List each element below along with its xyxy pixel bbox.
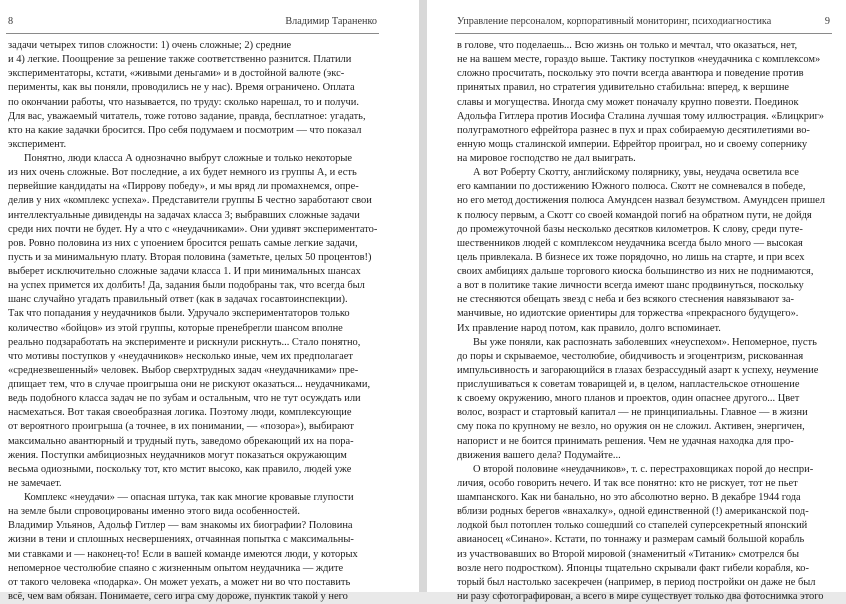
text-line: сложно просчитать, поскольку это почти всегда авантюра и поведение против (457, 68, 804, 80)
text-line: ров. Ровно половина из них с упоением бросится решать самые легкие задачи, (8, 237, 358, 249)
text-line: не стесняются обещать звезд с неба и без всякого стеснения навязывают за- (457, 294, 795, 306)
text-line: торый был настолько засекречен (например, в период постройки он даже не был (457, 576, 816, 588)
text-line: принятых правил, но стратегия удивительно стабильна: вперед, к вершине (457, 82, 790, 94)
text-line: весьма одиозными, поскольку тот, кто мстит высоко, как правило, людей уже (8, 463, 352, 475)
text-line: от вероятного проигрыша (а точнее, в их понимании, — «позора»), выбирают (8, 421, 354, 433)
text-line: Для вас, уважаемый читатель, тоже готово задание, правда, бесплатное: угадать, (8, 110, 366, 122)
right-header-rule (455, 33, 832, 34)
text-line: шампанского. Как ни банально, но это абсолютно верно. В декабре 1944 года (457, 492, 801, 503)
right-header-title: Управление персоналом, корпоративный мониторинг, психодиагностика (457, 16, 772, 27)
text-line: делив у них «комплекс успеха». Представители группы Б честно заработают свои (8, 195, 372, 207)
text-line: перименты, как вы поняли, проводились не у нас). Время ограничено. Оплата (8, 82, 355, 94)
text-line: возле него подростком). Японцы тщательно скрывали факт гибели корабля, ко- (457, 562, 809, 574)
text-line: реально подзаработать на эксперименте и рискнули рискнуть... Стало понятно, (8, 336, 361, 348)
text-line: эксперимент. (8, 138, 67, 150)
text-line: выберет исключительно сложные задачи класса 1. И при минимальных шансах (8, 266, 361, 277)
text-line: полуграмотного ефрейтора разнес в пух и прах собираемую десятилетиями во- (457, 124, 810, 136)
text-line: к полюсу первым, а Скотт со своей командой погиб на обратном пути, не дойдя (457, 209, 812, 221)
text-line: что мотивы поступков у «неудачников» несколько иные, чем их предполагает (8, 350, 353, 362)
text-line: его кампании по достижению Южного полюса. Скотт не сомневался в победе, (457, 181, 806, 193)
text-line: личия, особо говорить нечего. И так все понятно: кто не рискует, тот не пьет (457, 477, 798, 489)
text-line: до промежуточной базы несколько десятков километров. К слову, среди путе- (457, 223, 803, 235)
text-line: не на вашем месте, гораздо выше. Тактику поступков «неудачника с комплексом» (457, 54, 821, 66)
text-line: насмехаться. Вот такая своеобразная логика. Поэтому люди, комплексующие (8, 407, 352, 419)
left-page (0, 0, 419, 602)
text-line: Их правление народ потом, как правило, долго вспоминает. (457, 322, 721, 334)
text-line: лодкой был потоплен только сошедший со стапелей суперсекретный японский (457, 520, 808, 532)
right-body-text (457, 39, 835, 604)
text-line: от такого человека «подарка». Он может уехать, а может ни во что поставить (8, 576, 351, 588)
text-line: всё, чем вам обязан. Понимаете, сего игра сму дороже, пунктик такой у него (8, 590, 348, 602)
text-line: на мировое господство не дал выиграть. (457, 153, 636, 164)
text-line: Так что попадания у неудачников были. Удручало экспериментаторов только (8, 308, 350, 320)
right-page (427, 0, 846, 602)
text-line: «среднезвешенный» человек. Выбор сверхтрудных задач «неудачниками» пре- (8, 364, 359, 376)
text-line: напорист и не боится принимать решения. Чем не удачная находка для про- (457, 435, 794, 447)
text-line: вблизи родных берегов «внахалку», одной единственной (!) американской под- (457, 506, 809, 518)
text-line: Комплекс «неудачи» — опасная штука, так как многие кровавые глупости (24, 492, 354, 503)
text-line: енную мощь сталинской империи. Ефрейтор проиграл, но и своему сопернику (457, 138, 808, 150)
text-line: волос, возраст и стартовый капитал — не принципиальны. Главное — в жизни (457, 407, 808, 419)
text-line: по окончании работы, что называется, по труду: сколько нарешал, то и получи. (8, 96, 359, 108)
text-line: ни разу сфотографирован, а всего в мире существует только два фотоснимка этого (457, 590, 824, 602)
text-line: непомерное честолюбие спаяно с жизненным опытом неудачника — ждите (8, 562, 344, 574)
right-page-number: 9 (824, 16, 830, 27)
text-line: Владимир Ульянов, Адольф Гитлер — вам знакомы их биографии? Половина (8, 520, 353, 532)
text-line: задачи четырех типов сложности: 1) очень сложные; 2) средние (8, 40, 292, 51)
text-line: ми ставками и — наконец-то! Если в вашей команде имеются люди, у которых (8, 548, 358, 560)
left-running-header (8, 16, 377, 30)
text-line: дпищает тем, что в случае проигрыша они не рискуют оказаться... неудачниками, (8, 379, 371, 390)
text-line: жизни в тени и сплошных несвершениях, отчаянная попытка с максимальны- (8, 534, 354, 546)
text-line: сму пока по крупному не везло, но оружия он не сложил. Активен, энергичен, (457, 421, 805, 433)
text-line: Адольфа Гитлера против Иосифа Сталина лучшая тому иллюстрация. «Блицкриг» (457, 110, 825, 122)
text-line: среди них почти не будет. Ну а что с «неудачниками». Они удивят экспериментато- (8, 223, 378, 235)
text-line: движения вашего дела? Подумайте... (457, 449, 621, 461)
text-line: количество «бойцов» из этой группы, которые пренебрегли шансом вполне (8, 322, 343, 334)
text-line: своих амбициях дальше торгового киоска большинство из них не поднимаются, (457, 266, 814, 277)
text-line: цель привлекала. В бизнесе их тоже порядочно, но лишь на старте, и при всех (457, 251, 805, 263)
left-header-rule (6, 33, 379, 34)
text-line: манчивые, но идиотские ориентиры для торжества «прекрасного будущего». (457, 308, 799, 320)
text-line: до поры и скрываемое, честолюбие, обидчивость и эгоцентризм, рискованная (457, 350, 804, 362)
text-line: на земле были спровоцированы именно этого вида особенностей. (8, 506, 301, 518)
left-body-text (8, 39, 377, 604)
text-line: но его метод достижения полюса Амундсен назвал безумством. Амундсен пришел (457, 195, 825, 207)
text-line: кто на какие задачки бросится. Про себя подумаем и посмотрим — что показал (8, 124, 362, 136)
text-line: и 4) легкие. Поощрение за решение также соответственно разнится. Платили (8, 54, 352, 66)
text-line: авианосец «Синано». Кстати, по тоннажу и размерам самый большой корабль (457, 534, 805, 546)
left-header-title: Владимир Тараненко (285, 16, 377, 27)
text-line: ведь подобного класса задач не по зубам и остальным, что не тут осуждать или (8, 393, 361, 405)
left-page-number: 8 (8, 16, 14, 27)
text-line: из них очень сложные. Вот последние, а их будет немного из группы А, и есть (8, 167, 357, 179)
text-line: славы и могущества. Иногда сму может поначалу крупно повезти. Поединок (457, 96, 799, 108)
text-line: экспериментаторы, кстати, «живыми деньгами» и в достойной валюте (экс- (8, 68, 345, 80)
text-line: шественников людей с комплексом неудачника всегда было много — высокая (457, 237, 803, 249)
text-line: Понятно, люди класса А однозначно выбрут сложные и только некоторые (24, 153, 352, 164)
right-running-header (457, 16, 830, 30)
text-line: первейшие кандидаты на «Пиррову победу», и мы вряд ли промахнемся, опре- (8, 181, 359, 193)
text-line: на успех примется их долбить! Да, задания были подобраны так, что всегда был (8, 280, 365, 292)
text-line: интеллектуальные дивиденды на задачах класса 3; выбравших сложные задачи (8, 209, 360, 221)
text-line: максимально авантюрный и трудный путь, заведомо обрекающий их на пора- (8, 435, 354, 447)
text-line: Вы уже поняли, как распознать заболевших «неуспехом». Непомерное, пусть (473, 336, 817, 348)
text-line: не замечает. (8, 477, 62, 489)
text-line: импульсивность и загорающийся в глазах безрассудный азарт к успеху, неумение (457, 364, 819, 376)
text-line: а вот в политике такие личности всегда имеют шанс продвинуться, поскольку (457, 280, 804, 292)
text-line: А вот Роберту Скотту, английскому полярнику, увы, неудача осветила все (473, 167, 799, 179)
text-line: О второй половине «неудачников», т. с. перестраховщиках порой до неспри- (473, 463, 814, 475)
text-line: в голове, что поделаешь... Всю жизнь он только и мечтал, что оказаться, нет, (457, 40, 798, 51)
text-line: прислушиваться к советам товарищей и, в целом, напластельское отношение (457, 379, 800, 390)
book-gutter (419, 0, 427, 592)
text-line: к своему окружению, много планов и проектов, один опаснее другого... Цвет (457, 393, 800, 405)
text-line: жения. Поступки амбициозных неудачников могут показаться окружающим (8, 449, 347, 461)
text-line: из участвовавших во Второй мировой (знаменитый «Титаник» смотрелся бы (457, 548, 800, 560)
text-line: шанс случайно угадать правильный ответ (как в задачах госавтоинспекции). (8, 294, 348, 306)
text-line: пусть и за минимальную плату. Вторая половина (заметьте, целых 50 процентов!) (8, 251, 372, 263)
